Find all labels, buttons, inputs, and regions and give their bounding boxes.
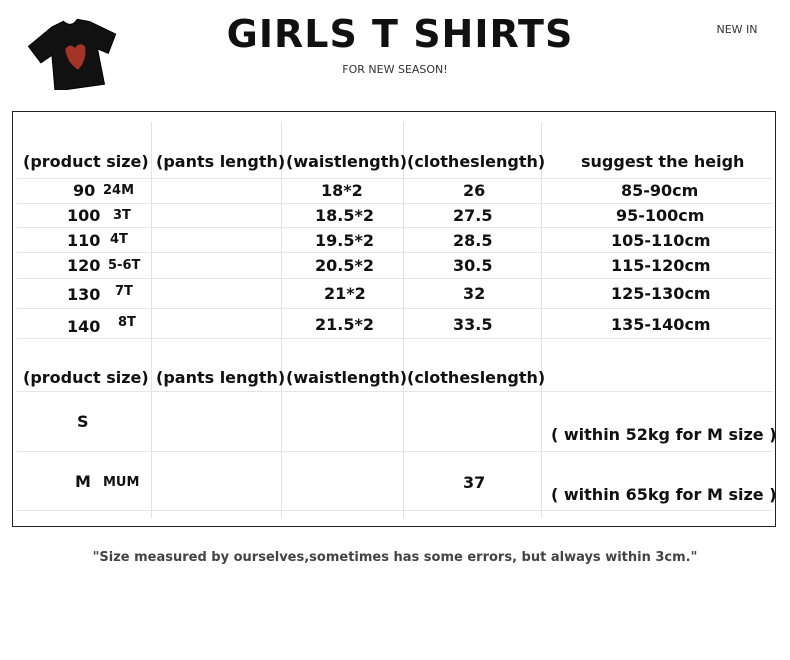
header-pants-length: (pants length) [156,152,286,171]
age-value: MUM [103,475,140,490]
age-value: 4T [110,232,128,247]
waist-value: 19.5*2 [315,231,374,250]
grid-line [403,122,404,518]
header-suggest-height: suggest the heigh [581,152,745,171]
header-waist-length: (waistlength) [286,368,408,387]
grid-line [541,122,542,518]
size-value: 140 [67,317,101,336]
height-value: 115-120cm [611,256,711,275]
grid-line [17,252,773,253]
measurement-note: "Size measured by ourselves,sometimes has some errors, but always within 3cm." [92,550,698,565]
waist-value: 18.5*2 [315,206,374,225]
size-value: 110 [67,231,101,250]
grid-line [17,227,773,228]
clothes-value: 28.5 [453,231,493,250]
clothes-value: 32 [463,284,486,303]
age-value: 7T [115,284,133,299]
grid-line [281,122,282,518]
header-pants-length: (pants length) [156,368,286,387]
header-product-size: (product size) [23,368,149,387]
size-value: 120 [67,256,101,275]
clothes-value: 30.5 [453,256,493,275]
new-in-badge: NEW IN [716,23,758,36]
height-value: 125-130cm [611,284,711,303]
height-value: 85-90cm [621,181,699,200]
grid-line [17,391,773,392]
size-value: 100 [67,206,101,225]
age-value: 8T [118,315,136,330]
page-subtitle: FOR NEW SEASON! [342,63,448,76]
age-value: 24M [103,183,135,198]
grid-line [151,122,152,518]
height-value: 95-100cm [616,206,705,225]
size-value: S [77,412,89,431]
waist-value: 21.5*2 [315,315,374,334]
clothes-value: 37 [463,473,486,492]
height-value: 105-110cm [611,231,711,250]
waist-value: 21*2 [324,284,366,303]
grid-line [17,451,773,452]
header-waist-length: (waistlength) [286,152,408,171]
height-value: 135-140cm [611,315,711,334]
age-value: 3T [113,208,131,223]
header-clothes-length: (clotheslength) [407,368,546,387]
clothes-value: 33.5 [453,315,493,334]
waist-value: 20.5*2 [315,256,374,275]
grid-line [17,178,773,179]
grid-line [17,308,773,309]
size-chart-frame [12,111,776,527]
tshirt-icon [28,18,122,90]
weight-note: ( within 52kg for M size ) [551,425,777,444]
size-value: 90 [73,181,96,200]
grid-line [17,278,773,279]
weight-note: ( within 65kg for M size ) [551,485,777,504]
page-header [0,0,790,110]
grid-line [17,203,773,204]
header-product-size: (product size) [23,152,149,171]
waist-value: 18*2 [321,181,363,200]
grid-line [17,338,773,339]
clothes-value: 26 [463,181,486,200]
page-title: GIRLS T SHIRTS [226,12,574,56]
grid-line [17,510,773,511]
size-value: M [75,472,91,491]
clothes-value: 27.5 [453,206,493,225]
header-clothes-length: (clotheslength) [407,152,546,171]
size-value: 130 [67,285,101,304]
age-value: 5-6T [108,258,141,273]
